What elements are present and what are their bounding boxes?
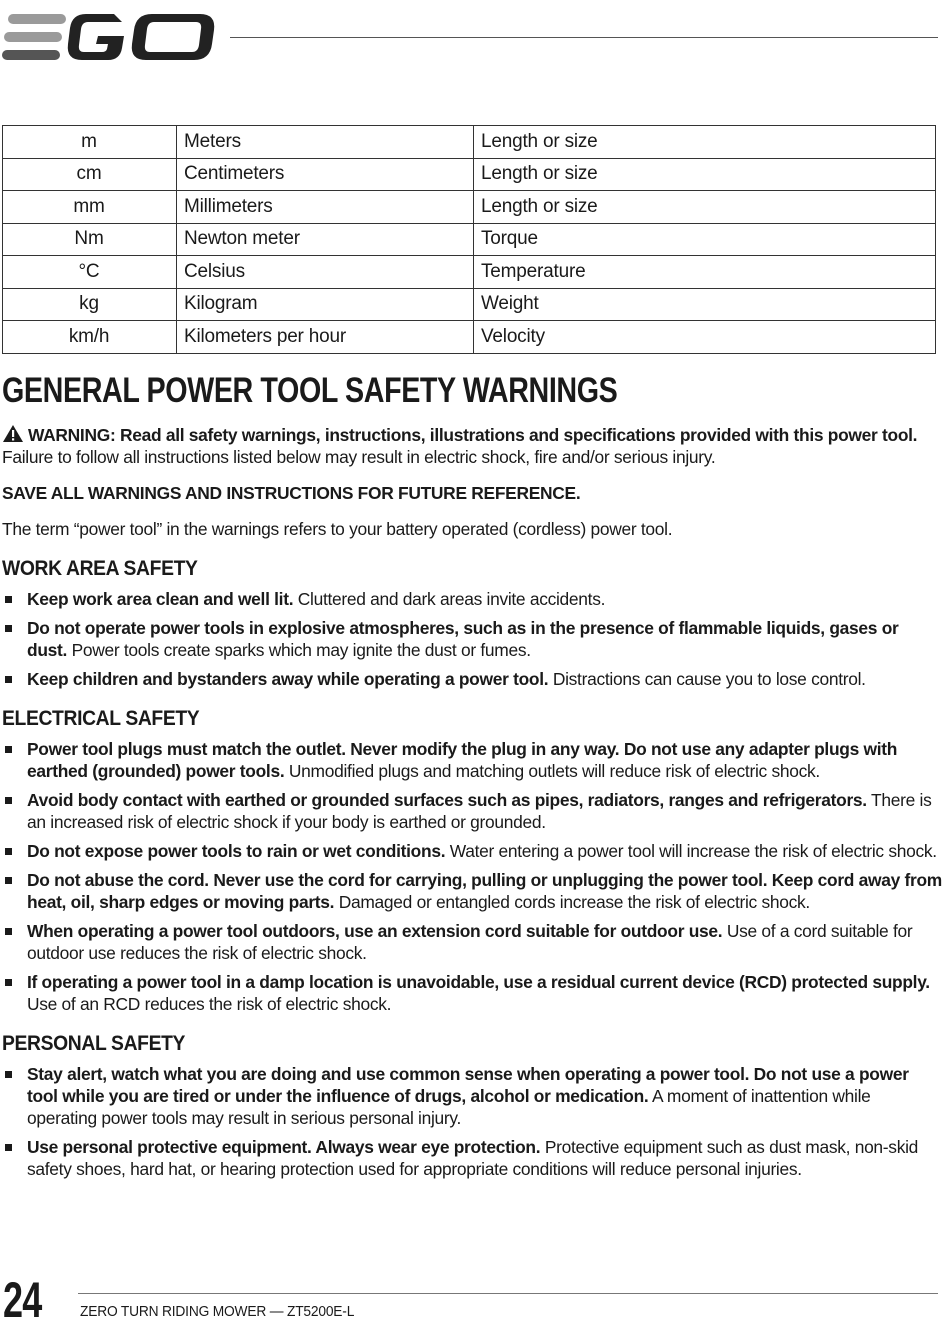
unit-name: Newton meter [177,223,474,256]
item-bold: Keep work area clean and well lit. [27,589,294,609]
footer-rule [78,1293,938,1294]
bullet-square-icon [5,746,12,753]
electrical-list [2,738,942,1015]
page-number: 24 [3,1272,42,1328]
unit-meaning: Velocity [474,321,936,354]
unit-name: Celsius [177,256,474,289]
list-item [2,617,942,661]
item-text: Damaged or entangled cords increase the risk of electric shock. [334,892,810,912]
unit-name: Centimeters [177,158,474,191]
bullet-square-icon [5,596,12,603]
bullet-square-icon [5,979,12,986]
table-row [3,126,936,159]
section-heading-work-area: WORK AREA SAFETY [2,557,198,580]
units-table [2,125,936,354]
list-item [2,738,942,782]
bullet-square-icon [5,848,12,855]
personal-list [2,1063,942,1180]
unit-symbol: km/h [3,321,177,354]
save-note [2,482,942,504]
bullet-square-icon [5,1071,12,1078]
unit-name: Millimeters [177,191,474,224]
warning-text: Failure to follow all instructions listed below may result in electric shock, fire and/or serious injury. [2,447,716,467]
unit-name: Meters [177,126,474,159]
list-item [2,789,942,833]
item-bold: Use personal protective equipment. Always wear eye protection. [27,1137,541,1157]
main-content [2,364,942,1187]
item-bold: Power tool plugs must match the outlet. Never modify the plug in any way. Do not use any adapter plugs with earthed (grounded) power tools. [27,739,898,781]
header-rule [230,37,938,38]
page-title: GENERAL POWER TOOL SAFETY WARNINGS [2,371,618,410]
section-heading-personal: PERSONAL SAFETY [2,1032,186,1055]
ego-logo [2,12,218,62]
table-row [3,288,936,321]
unit-name: Kilogram [177,288,474,321]
item-text: Use of a cord suitable for outdoor use reduces the risk of electric shock. [27,921,913,963]
list-item [2,1136,942,1180]
bullet-square-icon [5,676,12,683]
table-row [3,321,936,354]
list-item [2,971,942,1015]
item-bold: Keep children and bystanders away while operating a power tool. [27,669,549,689]
page-header [0,0,950,80]
item-bold: Do not operate power tools in explosive atmospheres, such as in the presence of flammable liquids, gases or dust. [27,618,899,660]
term-note: The term “power tool” in the warnings refers to your battery operated (cordless) power tool. [2,519,673,539]
unit-meaning: Length or size [474,158,936,191]
bullet-square-icon [5,797,12,804]
list-item [2,920,942,964]
warning-paragraph [2,424,942,468]
unit-meaning: Weight [474,288,936,321]
item-text: Protective equipment such as dust mask, non-skid safety shoes, hard hat, or hearing protection used for appropriate conditions will reduce personal injuries. [27,1137,919,1179]
unit-meaning: Length or size [474,126,936,159]
item-text: Water entering a power tool will increase the risk of electric shock. [445,841,937,861]
item-bold: Avoid body contact with earthed or grounded surfaces such as pipes, radiators, ranges and refrigerators. [27,790,867,810]
item-bold: If operating a power tool in a damp location is unavoidable, use a residual current device (RCD) protected supply. [27,972,930,992]
warning-label: WARNING: [28,425,116,445]
item-bold: Stay alert, watch what you are doing and use common sense when operating a power tool. Do not use a power tool while you are tired or under the influence of drugs, alcohol or medication. [27,1064,909,1106]
page-footer [0,1270,950,1335]
unit-meaning: Torque [474,223,936,256]
bullet-square-icon [5,625,12,632]
warning-triangle-icon [2,424,24,443]
work-area-list [2,588,942,690]
unit-meaning: Temperature [474,256,936,289]
table-row [3,191,936,224]
list-item [2,869,942,913]
item-text: Cluttered and dark areas invite accidents. [293,589,606,609]
item-bold: Do not abuse the cord. Never use the cord for carrying, pulling or unplugging the power tool. Keep cord away from heat, oil, sharp edges or moving parts. [27,870,942,912]
unit-name: Kilometers per hour [177,321,474,354]
save-note-text: SAVE ALL WARNINGS AND INSTRUCTIONS FOR FUTURE REFERENCE. [2,483,581,503]
unit-symbol: Nm [3,223,177,256]
unit-symbol: m [3,126,177,159]
section-heading-electrical: ELECTRICAL SAFETY [2,707,200,730]
item-text: There is an increased risk of electric shock if your body is earthed or grounded. [27,790,932,832]
footer-product: ZERO TURN RIDING MOWER — ZT5200E-L [80,1304,355,1320]
item-text: A moment of inattention while operating power tools may result in serious personal injury. [27,1086,871,1128]
bullet-square-icon [5,877,12,884]
item-bold: Do not expose power tools to rain or wet conditions. [27,841,446,861]
item-text: Power tools create sparks which may ignite the dust or fumes. [67,640,531,660]
table-row [3,158,936,191]
item-bold: When operating a power tool outdoors, use an extension cord suitable for outdoor use. [27,921,723,941]
item-text: Use of an RCD reduces the risk of electric shock. [27,994,392,1014]
warning-bold-text: Read all safety warnings, instructions, illustrations and specifications provided with this power tool. [115,425,918,445]
list-item [2,588,942,610]
unit-meaning: Length or size [474,191,936,224]
table-row [3,223,936,256]
item-text: Unmodified plugs and matching outlets will reduce risk of electric shock. [284,761,820,781]
list-item [2,668,942,690]
bullet-square-icon [5,928,12,935]
unit-symbol: °C [3,256,177,289]
table-row [3,256,936,289]
bullet-square-icon [5,1144,12,1151]
unit-symbol: mm [3,191,177,224]
unit-symbol: cm [3,158,177,191]
list-item [2,1063,942,1129]
unit-symbol: kg [3,288,177,321]
list-item [2,840,942,862]
item-text: Distractions can cause you to lose control. [548,669,866,689]
